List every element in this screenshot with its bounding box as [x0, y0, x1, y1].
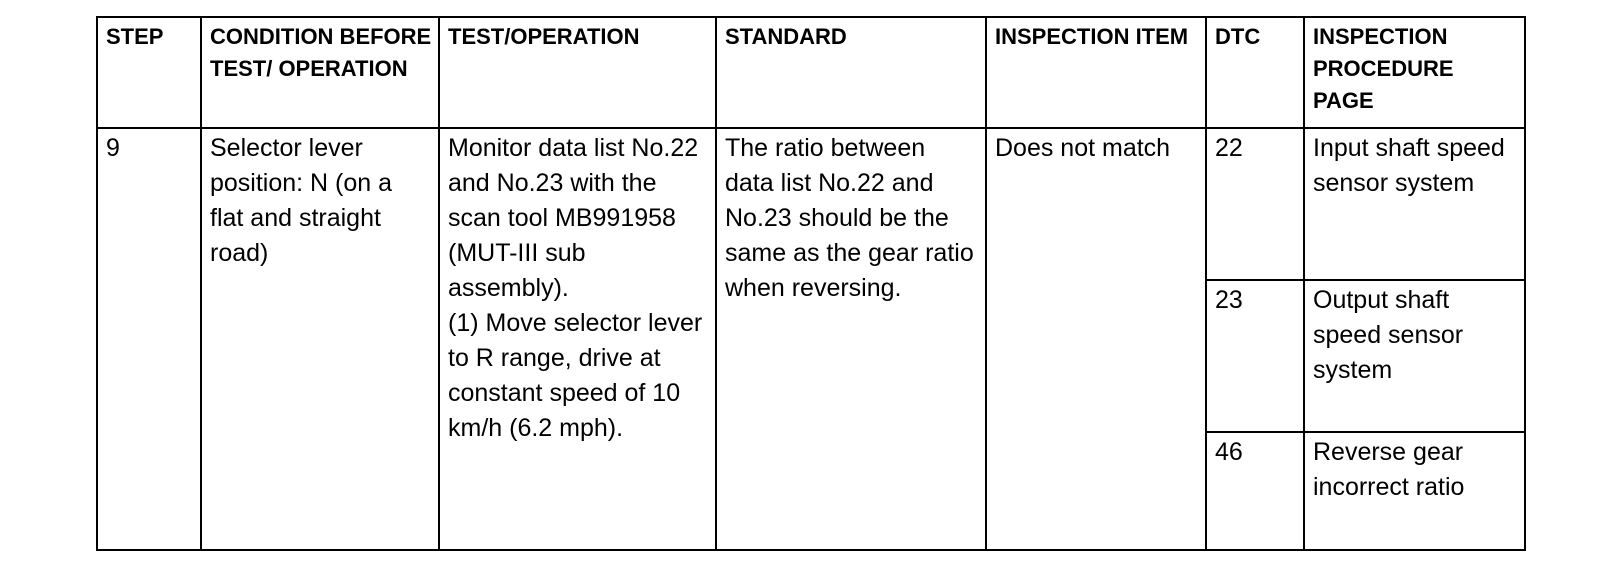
dtc-code: 23	[1206, 280, 1304, 432]
dtc-code: 46	[1206, 432, 1304, 550]
procedure-page: Output shaft speed sensor system	[1304, 280, 1525, 432]
test-instruction: Monitor data list No.22 and No.23 with the scan tool MB991958 (MUT-III sub assembly).	[448, 134, 699, 302]
test-operation-cell	[439, 128, 716, 550]
header-step: STEP	[97, 17, 201, 128]
inspection-item-cell: Does not match	[986, 128, 1206, 550]
header-dtc: DTC	[1206, 17, 1304, 128]
header-row	[97, 17, 1525, 128]
test-step: (1) Move selector lever to R range, drive at constant speed of 10 km/h (6.2 mph).	[448, 309, 703, 442]
header-standard: STANDARD	[716, 17, 986, 128]
procedure-page: Input shaft speed sensor system	[1304, 128, 1525, 280]
header-test-operation: TEST/OPERATION	[439, 17, 716, 128]
header-inspection-item: INSPECTION ITEM	[986, 17, 1206, 128]
procedure-page: Reverse gear incorrect ratio	[1304, 432, 1525, 550]
table-row	[97, 128, 1525, 280]
header-condition: CONDITION BEFORE TEST/ OPERATION	[201, 17, 439, 128]
dtc-code: 22	[1206, 128, 1304, 280]
step-number: 9	[97, 128, 201, 550]
condition-cell: Selector lever position: N (on a flat and straight road)	[201, 128, 439, 550]
standard-cell: The ratio between data list No.22 and No.23 should be the same as the gear ratio when reversing.	[716, 128, 986, 550]
header-procedure-page: INSPECTION PROCEDURE PAGE	[1304, 17, 1525, 128]
inspection-table	[96, 16, 1526, 551]
